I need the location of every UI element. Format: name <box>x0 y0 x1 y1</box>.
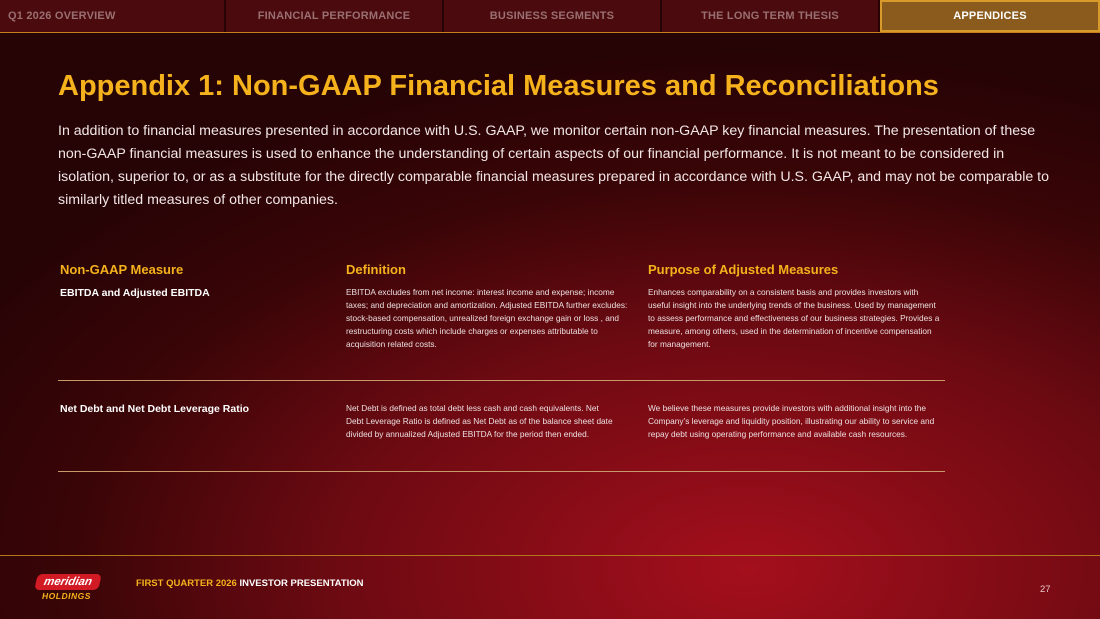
row-2-definition: Net Debt is defined as total debt less cash and cash equivalents. Net Debt Leverage Ratio is defined as Net Debt as of the balance sheet date divided by annualized Adjusted EBITDA for the period then ended. <box>346 403 613 439</box>
tab-business-segments[interactable]: BUSINESS SEGMENTS <box>444 0 660 32</box>
tab-long-term-thesis[interactable]: THE LONG TERM THESIS <box>662 0 878 32</box>
page-title: Appendix 1: Non-GAAP Financial Measures and Reconciliations <box>58 70 939 102</box>
footer-quarter-label: FIRST QUARTER 2026 <box>136 578 237 589</box>
footer-presentation-title <box>136 578 364 589</box>
row-1-measure: EBITDA and Adjusted EBITDA <box>60 287 210 299</box>
footer-presentation-label: INVESTOR PRESENTATION <box>236 578 364 589</box>
logo-wordmark: meridian <box>34 574 101 590</box>
top-navigation <box>0 0 1100 33</box>
tab-financial-performance[interactable]: FINANCIAL PERFORMANCE <box>226 0 442 32</box>
page-number: 27 <box>1040 584 1051 595</box>
logo-subtitle: HOLDINGS <box>42 591 91 601</box>
tab-q1-2026-overview[interactable]: Q1 2026 OVERVIEW <box>0 0 224 32</box>
row-2-purpose: We believe these measures provide investors with additional insight into the Company’s leverage and liquidity position, illustrating our ability to service and repay debt using operating performance and available cash resources. <box>648 403 935 439</box>
header-purpose: Purpose of Adjusted Measures <box>648 262 839 277</box>
footer-divider <box>0 555 1100 556</box>
company-logo <box>36 574 104 604</box>
row-divider <box>58 471 945 472</box>
row-1-definition: EBITDA excludes from net income: interest income and expense; income taxes; and depreciation and amortization. Adjusted EBITDA further excludes: stock-based compensation, unrealized foreign exchange gain or loss , and restructuring costs which include charges or expenses attributable to acquisition related costs. <box>346 287 628 349</box>
row-2-measure: Net Debt and Net Debt Leverage Ratio <box>60 403 250 415</box>
row-divider <box>58 380 945 381</box>
row-1-purpose: Enhances comparability on a consistent basis and provides investors with useful insight into the underlying trends of the business. Used by management to assess performance and effectiveness of our business strategies. Provides a measure, among others, used in the determination of incentive compensation for management. <box>648 287 940 349</box>
header-non-gaap-measure: Non-GAAP Measure <box>60 262 184 277</box>
tab-appendices[interactable]: APPENDICES <box>880 0 1100 32</box>
intro-paragraph: In addition to financial measures presented in accordance with U.S. GAAP, we monitor certain non-GAAP key financial measures. The presentation of these non-GAAP financial measures is used to enhance the understanding of certain aspects of our financial performance. It is not meant to be considered in isolation, superior to, or as a substitute for the directly comparable financial measures prepared in accordance with U.S. GAAP, and may not be comparable to similarly titled measures of other companies. <box>58 123 1050 208</box>
header-definition: Definition <box>346 262 406 277</box>
